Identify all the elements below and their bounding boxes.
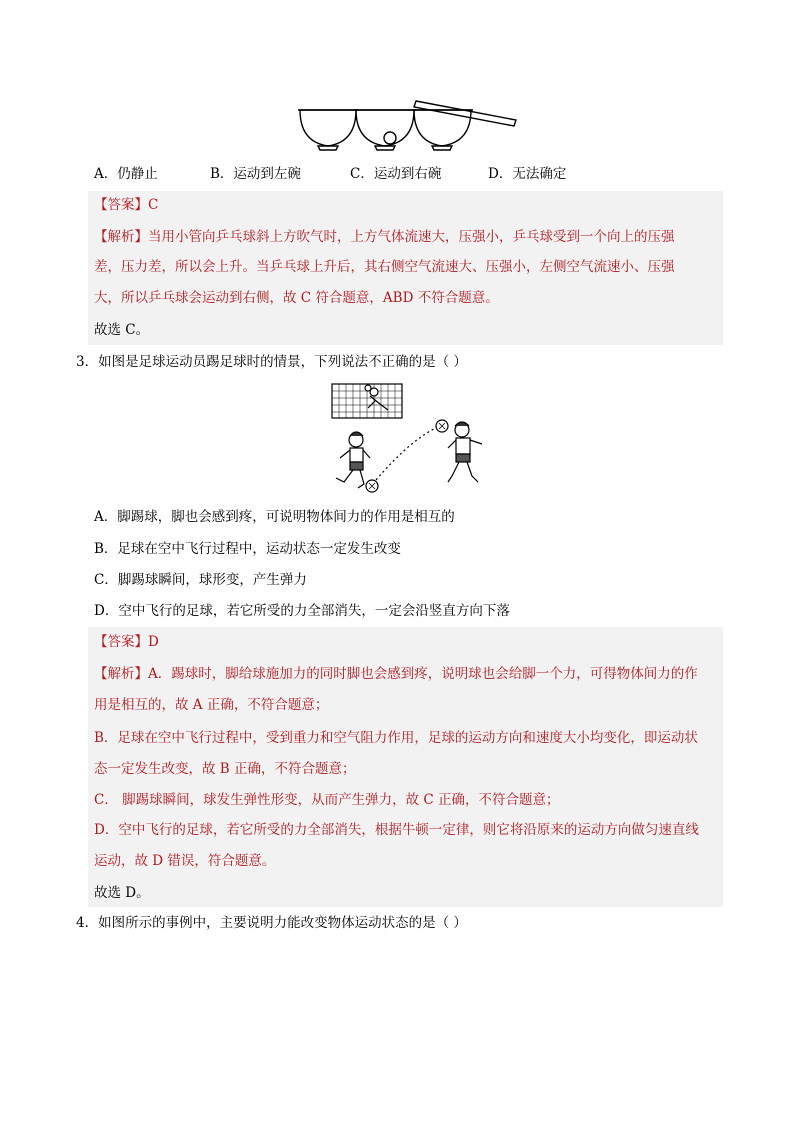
- soccer-figure: [322, 378, 498, 498]
- q3-analysis-line-5: C． 脚踢球瞬间，球发生弹性形变，从而产生弹力，故 C 正确，不符合题意；: [94, 792, 560, 808]
- q3-option-a: A．脚踢球，脚也会感到疼，可说明物体间力的作用是相互的: [94, 509, 455, 525]
- q2-option-a: A．仍静止: [94, 166, 158, 182]
- q2-option-b: B．运动到左碗: [210, 166, 301, 182]
- q4-stem: 4．如图所示的事例中，主要说明力能改变物体运动状态的是（ ）: [76, 915, 467, 931]
- analysis-tag: 【解析】: [94, 229, 148, 245]
- answer-tag: 【答案】: [94, 634, 148, 650]
- answer-value: C: [148, 197, 159, 213]
- q2-analysis-line-3: 大，所以乒乓球会运动到右侧，故 C 符合题意，ABD 不符合题意。: [94, 290, 499, 306]
- q3-conclusion: 故选 D。: [94, 885, 150, 901]
- q2-analysis-line-1: 【解析】当用小管向乒乓球斜上方吹气时，上方气体流速大，压强小，乒乓球受到一个向上的压强: [94, 229, 675, 245]
- q3-analysis-line-2: 用是相互的，故 A 正确，不符合题意；: [94, 697, 329, 713]
- q3-answer: [94, 633, 159, 651]
- q2-analysis-line-2: 差，压力差，所以会上升。当乒乓球上升后，其右侧空气流速大、压强小，左侧空气流速小、压强: [94, 259, 675, 275]
- q2-conclusion: 故选 C。: [94, 322, 150, 338]
- answer-value: D: [148, 634, 159, 650]
- q2-answer: [94, 196, 158, 214]
- answer-tag: 【答案】: [94, 197, 148, 213]
- q3-analysis-line-7: 运动，故 D 错误，符合题意。: [94, 853, 276, 869]
- analysis-tag: 【解析】: [94, 666, 148, 682]
- q3-option-c: C．脚踢球瞬间，球形变，产生弹力: [94, 572, 307, 588]
- q3-analysis-line-4: 态一定发生改变，故 B 正确，不符合题意；: [94, 761, 356, 777]
- q3-analysis-line-6: D．空中飞行的足球，若它所受的力全部消失，根据牛顿一定律，则它将沿原来的运动方向做匀速直线: [94, 822, 699, 838]
- q3-option-b: B．足球在空中飞行过程中，运动状态一定发生改变: [94, 541, 401, 557]
- bowls-figure: [296, 100, 518, 156]
- q2-option-d: D．无法确定: [488, 166, 567, 182]
- q3-option-d: D．空中飞行的足球，若它所受的力全部消失，一定会沿竖直方向下落: [94, 603, 510, 619]
- q3-analysis-line-1: 【解析】A．踢球时，脚给球施加力的同时脚也会感到疼，说明球也会给脚一个力，可得物体间力的作: [94, 666, 698, 682]
- q3-analysis-line-3: B．足球在空中飞行过程中，受到重力和空气阻力作用，足球的运动方向和速度大小均变化，即运动状: [94, 730, 698, 746]
- q2-option-c: C．运动到右碗: [350, 166, 442, 182]
- q3-stem: 3．如图是足球运动员踢足球时的情景，下列说法不正确的是（ ）: [76, 354, 467, 370]
